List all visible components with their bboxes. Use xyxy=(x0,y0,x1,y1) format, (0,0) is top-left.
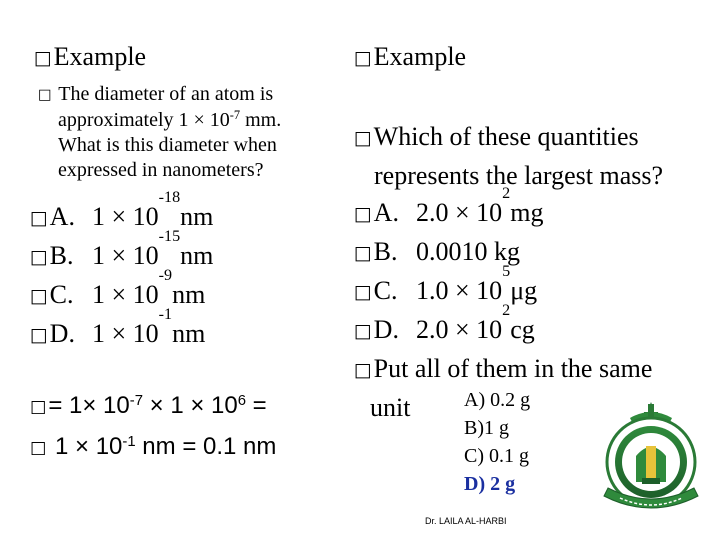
bullet-icon: □ xyxy=(354,128,372,150)
left-heading: □Example xyxy=(34,42,147,71)
bullet-icon: □ xyxy=(30,208,48,230)
answer-c: C) 0.1 g xyxy=(464,445,529,467)
option-a: □A. 2.0 × 10 2 mg xyxy=(354,185,544,228)
solution-line-1: □= $1\times 10^{-7} \times 1 \times 10^6$ = xyxy=(30,392,267,419)
option-c: □C. 1 × 10 -9 nm xyxy=(30,267,206,310)
bullet-icon: □ xyxy=(34,48,52,70)
option-d: □D. 1 × 10 -1 nm xyxy=(30,306,206,349)
bullet-icon: □ xyxy=(354,282,372,304)
bullet-icon: □ xyxy=(354,243,372,265)
bullet-icon: □ xyxy=(354,48,372,70)
option-c: □C. 1.0 × 10 5 μg xyxy=(354,263,538,306)
bullet-icon: □ xyxy=(354,321,372,343)
bullet-icon: □ xyxy=(38,87,52,104)
solution-line-2: □ $1 \times 10^{-1}$ nm = 0.1 nm xyxy=(30,433,277,461)
right-question: □Which of these quantities xyxy=(354,122,639,151)
put-line: □Put all of them in the same xyxy=(354,354,653,384)
university-seal-icon xyxy=(596,398,706,516)
left-solution xyxy=(30,386,276,468)
bullet-icon: □ xyxy=(354,360,372,382)
answer-b: B)1 g xyxy=(464,417,509,439)
bullet-icon: □ xyxy=(30,325,48,347)
bullet-icon: □ xyxy=(30,247,48,269)
option-b: □B. 0.0010 kg xyxy=(354,237,520,267)
left-question: □ The diameter of an atom is approximately $1 \times 10^{-7}$ mm. What is this diameter when expressed in nanometers? xyxy=(38,83,282,182)
answer-list xyxy=(464,386,530,498)
bullet-icon: □ xyxy=(354,204,372,226)
footer-author: Dr. LAILA AL-HARBI xyxy=(425,516,507,526)
right-heading: □Example xyxy=(354,42,467,71)
bullet-icon: □ xyxy=(30,397,47,418)
left-options xyxy=(30,189,214,354)
answer-d: D) 2 g xyxy=(464,473,516,495)
bullet-icon: □ xyxy=(30,438,47,459)
option-d: □D. 2.0 × 10 2 cg xyxy=(354,302,535,345)
right-content: □Which of these quantities represents the largest mass? □A. 2.0 × 10 2 mg □B. 0.0010 kg □C. 1.0 × 10 5 μg □D. 2.0 × 10 2 cg □Put all of them in the same unit xyxy=(354,118,663,426)
option-a: □A. 1 × 10 -18 nm xyxy=(30,189,214,231)
answer-a: A) 0.2 g xyxy=(464,389,531,411)
option-b: □B. 1 × 10 -15 nm xyxy=(30,228,214,271)
bullet-icon: □ xyxy=(30,286,48,308)
